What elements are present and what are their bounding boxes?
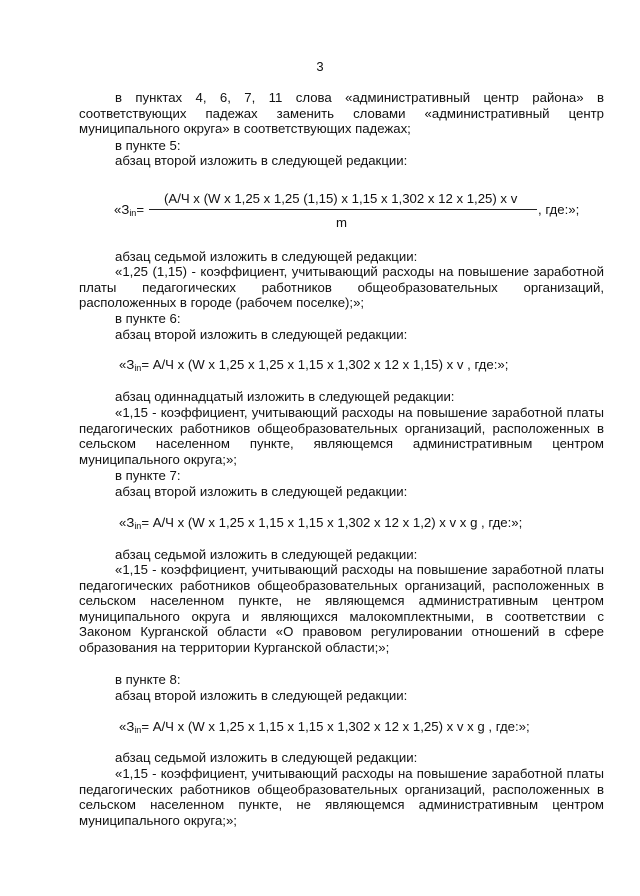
formula-1-lhs	[114, 202, 144, 221]
paragraph-abzac-2-b: абзац второй изложить в следующей редакции:	[115, 327, 408, 342]
paragraph-coef-2: «1,15 - коэффициент, учитывающий расходы на повышение заработной платы педагогических работников общеобразовательных организаций, расположенных в сельском населенном пункте, являющемся административным центром муниципального округа;»;	[79, 405, 604, 467]
formula-4-sub: in	[134, 725, 142, 735]
formula-1-tail: , где:»;	[538, 202, 580, 217]
paragraph-abzac-7-a: абзац седьмой изложить в следующей редакции:	[115, 249, 418, 264]
formula-1-sub: in	[129, 208, 137, 218]
formula-3	[119, 515, 522, 534]
paragraph-point-6: в пункте 6:	[115, 311, 181, 326]
formula-4-open: «З	[119, 719, 135, 734]
paragraph-coef-4: «1,15 - коэффициент, учитывающий расходы на повышение заработной платы педагогических работников общеобразовательных организаций, расположенных в сельском населенном пункте, не являющемся административным центром муниципального округа;»;	[79, 766, 604, 828]
formula-1-denominator: m	[336, 215, 347, 230]
paragraph-abzac-2-d: абзац второй изложить в следующей редакции:	[115, 688, 408, 703]
formula-1-numerator: (А/Ч х (W х 1,25 х 1,25 (1,15) х 1,15 х 1,302 х 12 х 1,25) х v	[164, 191, 518, 206]
formula-3-sub: in	[134, 521, 142, 531]
page-number: 3	[316, 59, 324, 74]
paragraph-coef-1: «1,25 (1,15) - коэффициент, учитывающий расходы на повышение заработной платы педагогических работников общеобразовательных организаций, расположенных в городе (рабочем поселке);»;	[79, 264, 604, 311]
paragraph-abzac-7-c: абзац седьмой изложить в следующей редакции:	[115, 750, 418, 765]
paragraph-abzac-7-b: абзац седьмой изложить в следующей редакции:	[115, 547, 418, 562]
paragraph-coef-3: «1,15 - коэффициент, учитывающий расходы на повышение заработной платы педагогических работников общеобразовательных организаций, расположенных в сельском населенном пункте, не являющемся административным центром муниципального округа и являющихся малокомплектными, в соответствии с Законом Курганской области «О правовом регулировании отношений в сфере образования на территории Курганской области;»;	[79, 562, 604, 655]
formula-4	[119, 719, 530, 738]
formula-2	[119, 357, 508, 376]
formula-1-fraction-line	[149, 209, 537, 210]
formula-1-eq: =	[136, 202, 145, 217]
paragraph-point-5: в пункте 5:	[115, 138, 181, 153]
formula-4-rest: = А/Ч х (W х 1,25 х 1,15 х 1,15 х 1,302 х 12 х 1,25) х v х g , где:»;	[141, 719, 530, 734]
formula-2-open: «З	[119, 357, 135, 372]
formula-2-sub: in	[134, 363, 142, 373]
formula-3-rest: = А/Ч х (W х 1,25 х 1,15 х 1,15 х 1,302 х 12 х 1,2) х v х g , где:»;	[141, 515, 523, 530]
paragraph-1: в пунктах 4, 6, 7, 11 слова «административный центр района» в соответствующих падежах заменить словами «административный центр муниципального округа» в соответствующих падежах;	[79, 90, 604, 137]
paragraph-point-8: в пункте 8:	[115, 672, 181, 687]
paragraph-point-7: в пункте 7:	[115, 468, 181, 483]
formula-3-open: «З	[119, 515, 135, 530]
paragraph-abzac-2-a: абзац второй изложить в следующей редакции:	[115, 153, 408, 168]
formula-2-rest: = А/Ч х (W х 1,25 х 1,25 х 1,15 х 1,302 х 12 х 1,15) х v , где:»;	[141, 357, 509, 372]
formula-1-open: «З	[114, 202, 130, 217]
paragraph-abzac-2-c: абзац второй изложить в следующей редакции:	[115, 484, 408, 499]
paragraph-abzac-11: абзац одиннадцатый изложить в следующей редакции:	[115, 389, 455, 404]
